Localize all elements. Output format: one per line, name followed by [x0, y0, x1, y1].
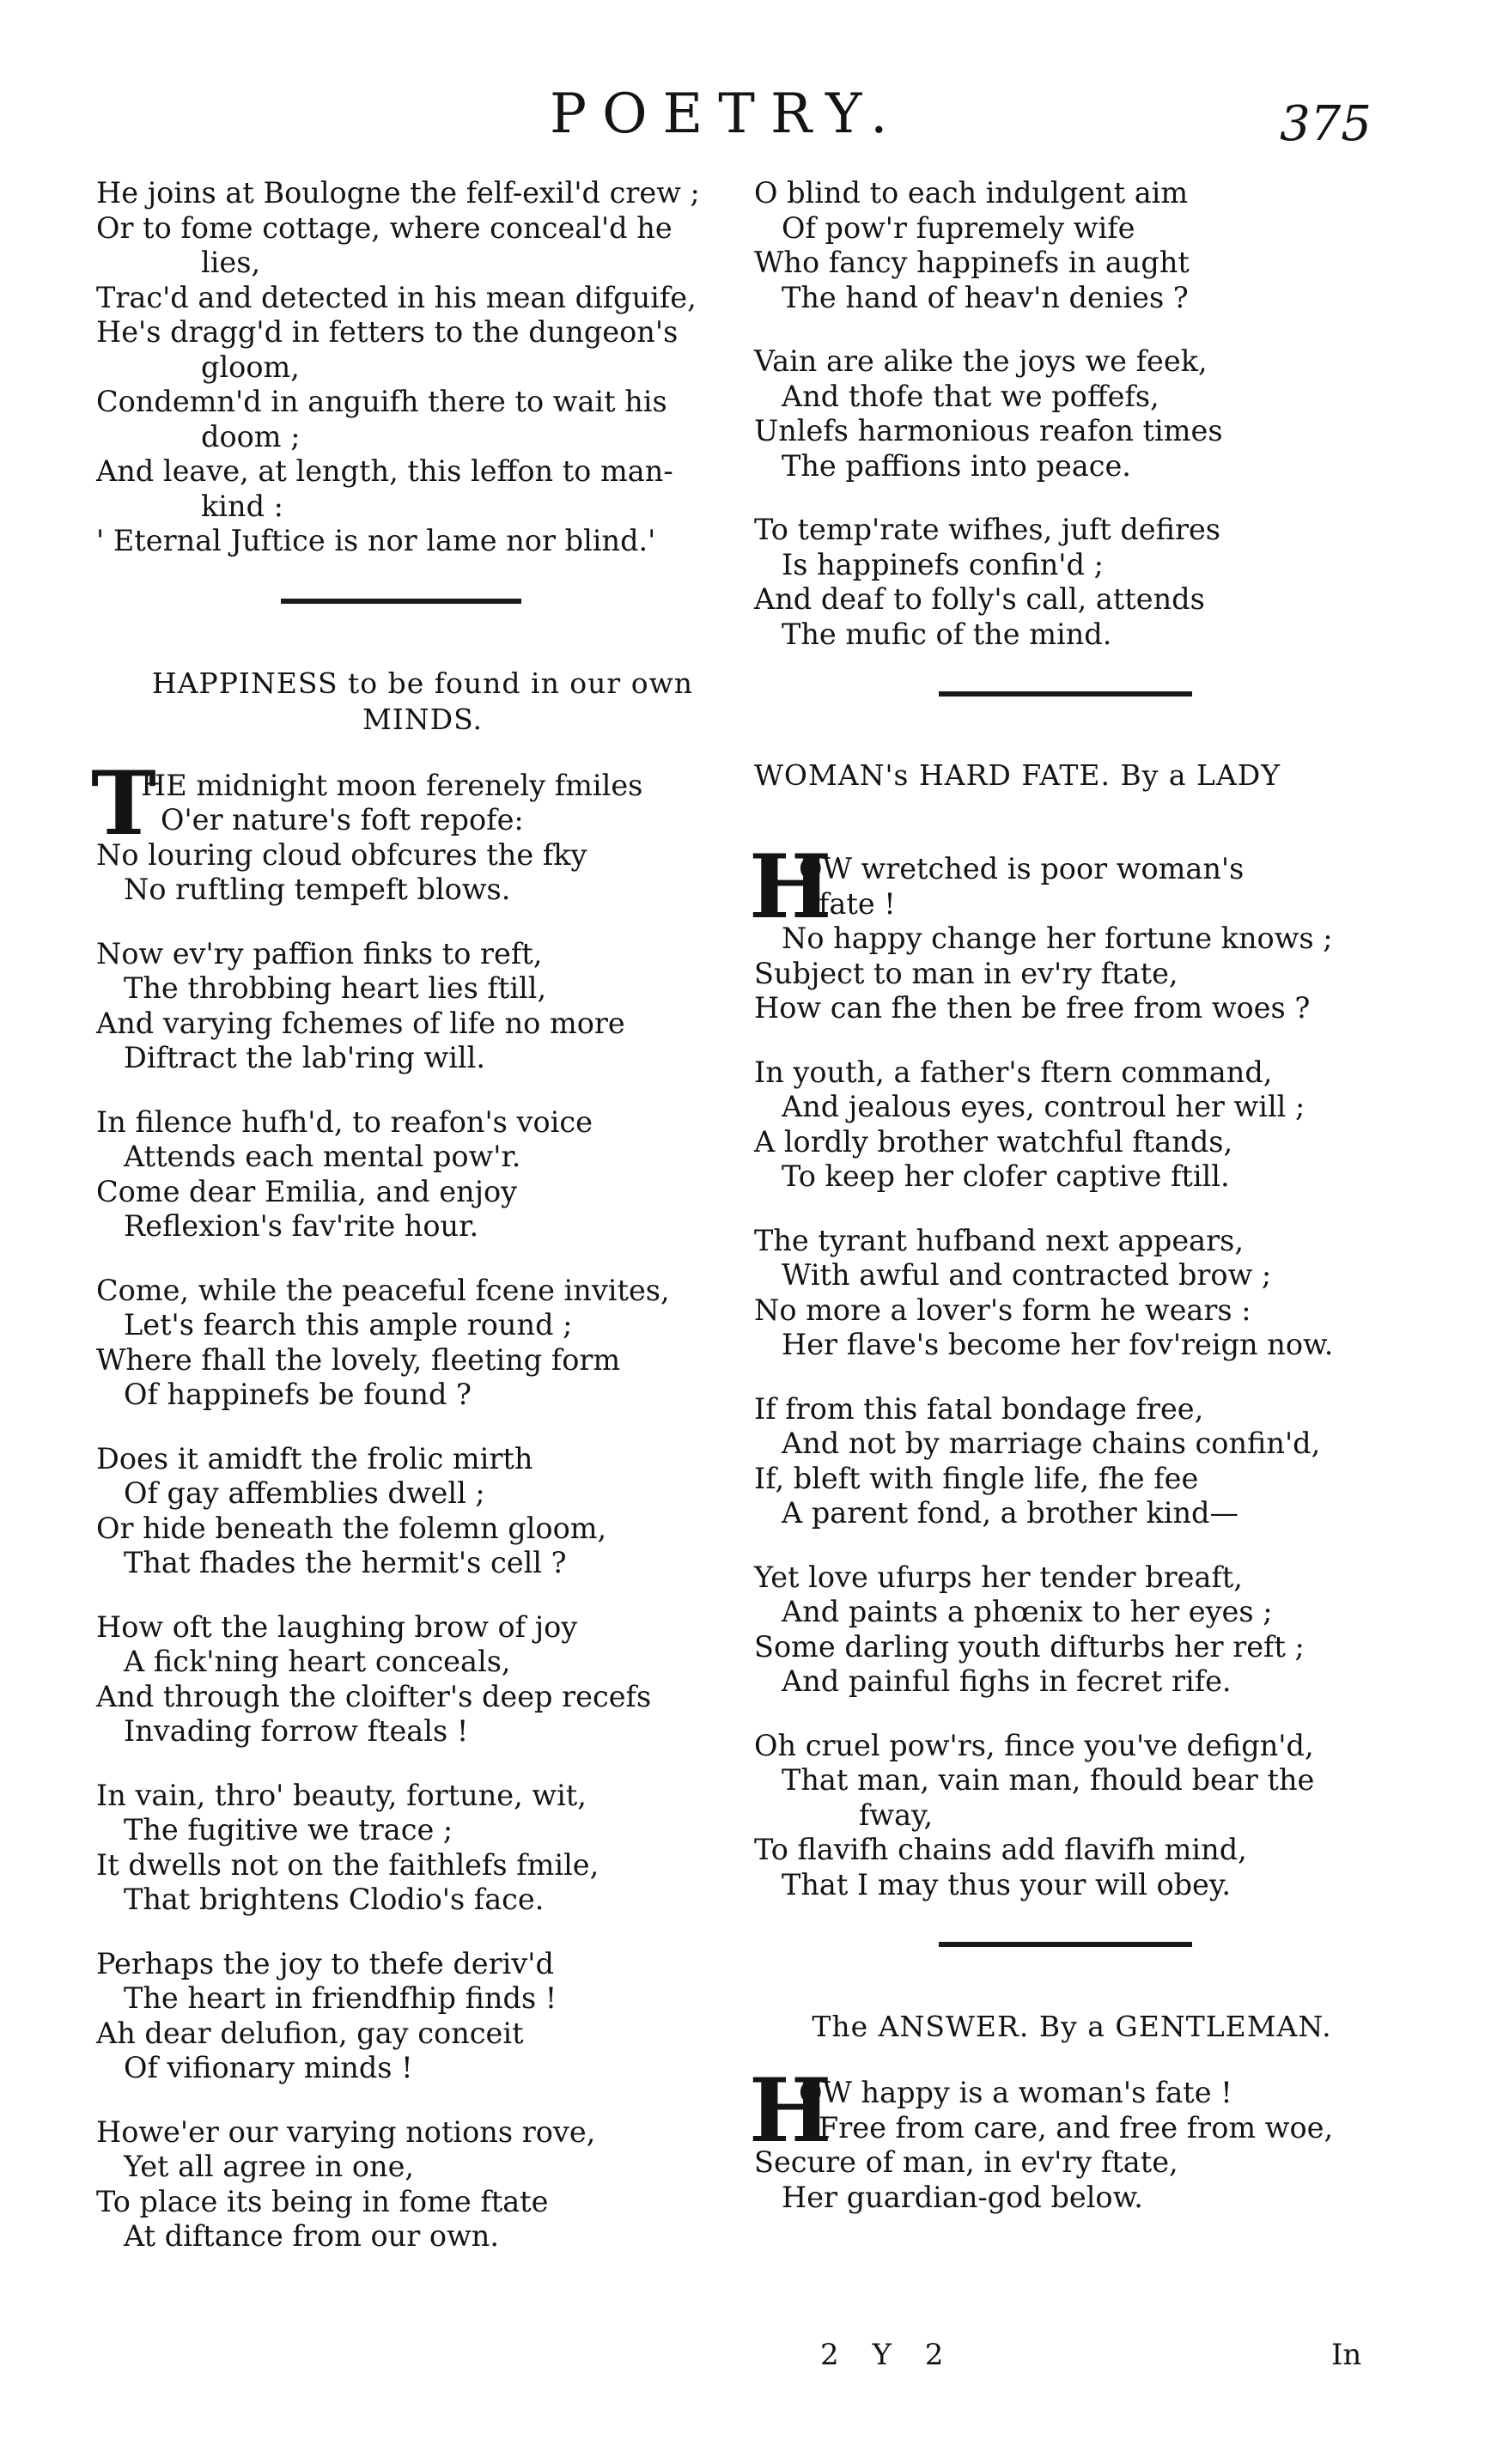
poem-title: HAPPINESS to be found in our own MINDS.	[151, 666, 694, 736]
poem-line: HE midnight moon ferenely fmiles	[141, 768, 643, 802]
poem-line: Let's fearch this ample round ;	[124, 1308, 573, 1342]
poem-stanza	[96, 1274, 749, 1413]
poem-line: And varying fchemes of life no more	[96, 1006, 625, 1040]
poem-line: fate !	[819, 886, 896, 921]
poem-line: It dwells not on the faithlefs fmile,	[96, 1847, 599, 1882]
poem-line: The heart in friendfhip finds !	[124, 1981, 557, 2015]
poem-first-stanza	[749, 2059, 1390, 2215]
poem-title: The ANSWER. By a GENTLEMAN.	[812, 2010, 1332, 2043]
poem-line: Secure of man, in ev'ry ftate,	[754, 2145, 1178, 2179]
section-divider	[281, 599, 521, 604]
poem-line: Her guardian-god below.	[782, 2180, 1143, 2214]
poem-line: And deaf to folly's call, attends	[754, 582, 1205, 616]
poem-stanza	[96, 1442, 749, 1581]
poem-stanza	[96, 937, 749, 1076]
poem-line: The mufic of the mind.	[782, 617, 1112, 651]
poem-line: Reflexion's fav'rite hour.	[124, 1209, 479, 1243]
poem-line: OW wretched is poor woman's	[799, 852, 1245, 885]
poem-line: That man, vain man, fhould bear the	[782, 1763, 1315, 1797]
poem-line: He joins at Boulogne the felf-exil'd crew ;	[96, 176, 700, 210]
poem-line: How oft the laughing brow of joy	[96, 1609, 578, 1644]
right-column	[749, 176, 1390, 2244]
poem-line: Her flave's become her fov'reign now.	[782, 1328, 1334, 1361]
poem-line: And not by marriage chains confin'd,	[782, 1427, 1321, 1460]
poem-line: O blind to each indulgent aim	[754, 176, 1189, 210]
poem-line: Or to fome cottage, where conceal'd he	[96, 210, 673, 245]
poem-line: Of vifionary minds !	[124, 2051, 413, 2084]
section-divider	[939, 691, 1192, 697]
poem-line: How can fhe then be free from woes ?	[754, 991, 1311, 1025]
poem-line: Come, while the peaceful fcene invites,	[96, 1273, 670, 1307]
poem-line: kind :	[201, 489, 283, 523]
poem-stanza	[96, 1610, 749, 1749]
running-title: POETRY.	[550, 82, 904, 146]
poem-line: No louring cloud obfcures the fky	[96, 837, 587, 872]
poem-line: Perhaps the joy to thefe deriv'd	[96, 1946, 554, 1980]
poem-title: WOMAN's HARD FATE. By a LADY	[754, 758, 1281, 792]
poem-line: fway,	[859, 1798, 934, 1832]
poem-line: O'er nature's foft repofe:	[161, 803, 524, 837]
poem-line: Ah dear delufion, gay conceit	[96, 2016, 524, 2050]
poem-line: At diftance from our own.	[124, 2219, 499, 2253]
poem-line: No more a lover's form he wears :	[754, 1293, 1251, 1327]
section-divider	[939, 1942, 1192, 1947]
poem-stanza	[754, 1224, 1390, 1363]
poem-line: If, bleft with fingle life, fhe fee	[754, 1461, 1199, 1495]
poem-line: Where fhall the lovely, fleeting form	[96, 1342, 621, 1377]
poem-line: Condemn'd in anguifh there to wait his	[96, 385, 667, 418]
poem-line: OW happy is a woman's fate !	[799, 2076, 1232, 2109]
poem-line: The throbbing heart lies ftill,	[124, 971, 547, 1005]
poem-line: Attends each mental pow'r.	[124, 1140, 521, 1173]
poem-stanza	[754, 176, 1390, 315]
poem-line: And leave, at length, this leffon to man-	[96, 454, 673, 488]
poem-stanza	[96, 2115, 749, 2254]
poem-line: The hand of heav'n denies ?	[782, 280, 1189, 314]
poem-line: A fick'ning heart conceals,	[124, 1645, 511, 1678]
poem-line: Of happinefs be found ?	[124, 1378, 472, 1411]
poem-line: The fugitive we trace ;	[124, 1813, 453, 1846]
poem-first-stanza	[749, 836, 1390, 1026]
poem-stanza	[754, 344, 1390, 484]
poem-line: Who fancy happinefs in aught	[754, 246, 1190, 279]
poem-line: Of gay affemblies dwell ;	[124, 1476, 485, 1510]
poem-line: Unlefs harmonious reafon times	[754, 414, 1223, 447]
poem-line: The tyrant hufband next appears,	[754, 1223, 1245, 1257]
poem-line: Free from care, and free from woe,	[819, 2110, 1334, 2145]
drop-cap: H	[749, 2059, 832, 2163]
poem-line: Yet all agree in one,	[124, 2150, 415, 2183]
poem-line: To flavifh chains add flavifh mind,	[754, 1833, 1247, 1866]
poem-stanza	[754, 1729, 1390, 1903]
poem-line: Diftract the lab'ring will.	[124, 1041, 486, 1074]
poem-stanza	[754, 1561, 1390, 1700]
poem-line: In filence hufh'd, to reafon's voice	[96, 1104, 593, 1139]
poem-line: gloom,	[201, 350, 300, 384]
poem-line: And paints a phœnix to her eyes ;	[782, 1595, 1273, 1628]
poem-line: Subject to man in ev'ry ftate,	[754, 956, 1178, 990]
poem-line: With awful and contracted brow ;	[782, 1258, 1272, 1292]
intro-stanza	[96, 176, 749, 559]
poem-line: In vain, thro' beauty, fortune, wit,	[96, 1778, 587, 1812]
poem-line: Yet love ufurps her tender breaft,	[754, 1560, 1243, 1594]
poem-line: He's dragg'd in fetters to the dungeon's	[96, 315, 679, 349]
catchword: In	[1331, 2338, 1362, 2372]
poem-line: To temp'rate wifhes, juft defires	[754, 513, 1220, 546]
poem-line: Is happinefs confin'd ;	[782, 547, 1104, 581]
poem-stanza	[754, 1392, 1390, 1531]
drop-cap: H	[749, 836, 832, 939]
poem-line: That brightens Clodio's face.	[124, 1883, 545, 1916]
left-column	[91, 176, 749, 2284]
poem-line: Oh cruel pow'rs, fince you've defign'd,	[754, 1728, 1314, 1762]
poem-stanza	[96, 1947, 749, 2086]
poem-line: In youth, a father's ftern command,	[754, 1055, 1273, 1089]
poem-line: Trac'd and detected in his mean difguife,	[96, 280, 697, 314]
poem-stanza	[754, 1056, 1390, 1195]
poem-line: And jealous eyes, controul her will ;	[782, 1090, 1305, 1123]
poem-line: That I may thus your will obey.	[782, 1867, 1232, 1901]
poem-line: And thofe that we poffefs,	[782, 379, 1159, 413]
drop-cap: T	[91, 751, 156, 855]
poem-line: ' Eternal Juftice is nor lame nor blind.'	[96, 524, 656, 557]
poem-stanza	[96, 1779, 749, 1918]
poem-stanza	[754, 513, 1390, 652]
poem-line: And painful fighs in fecret rife.	[782, 1664, 1232, 1698]
poem-line: Come dear Emilia, and enjoy	[96, 1174, 518, 1208]
poem-line: If from this fatal bondage free,	[754, 1391, 1204, 1426]
poem-line: No happy change her fortune knows ;	[782, 922, 1333, 955]
poem-first-stanza	[91, 751, 749, 908]
poem-line: A parent fond, a brother kind—	[782, 1496, 1239, 1530]
poem-line: Howe'er our varying notions rove,	[96, 2114, 596, 2149]
poem-line: A lordly brother watchful ftands,	[754, 1124, 1233, 1159]
poem-line: No ruftling tempeft blows.	[124, 873, 511, 906]
poem-line: And through the cloifter's deep recefs	[96, 1679, 652, 1713]
poem-line: lies,	[201, 246, 261, 279]
poem-line: To keep her clofer captive ftill.	[782, 1159, 1230, 1193]
poem-line: Invading forrow fteals !	[124, 1714, 469, 1748]
poem-line: To place its being in fome ftate	[96, 2184, 549, 2218]
poem-line: Of pow'r fupremely wife	[782, 210, 1135, 245]
poem-line: That fhades the hermit's cell ?	[124, 1546, 567, 1579]
poem-line: The paffions into peace.	[782, 448, 1131, 483]
signature-mark: 2 Y 2	[820, 2338, 956, 2372]
poem-line: doom ;	[201, 419, 301, 453]
poem-line: Some darling youth difturbs her reft ;	[754, 1629, 1305, 1664]
poem-stanza	[96, 1105, 749, 1244]
poem-line: Does it amidft the frolic mirth	[96, 1441, 533, 1475]
page-number: 375	[1280, 96, 1372, 152]
poem-line: Now ev'ry paffion finks to reft,	[96, 936, 543, 970]
poem-line: Vain are alike the joys we feek,	[754, 344, 1208, 378]
poem-line: Or hide beneath the folemn gloom,	[96, 1511, 607, 1545]
